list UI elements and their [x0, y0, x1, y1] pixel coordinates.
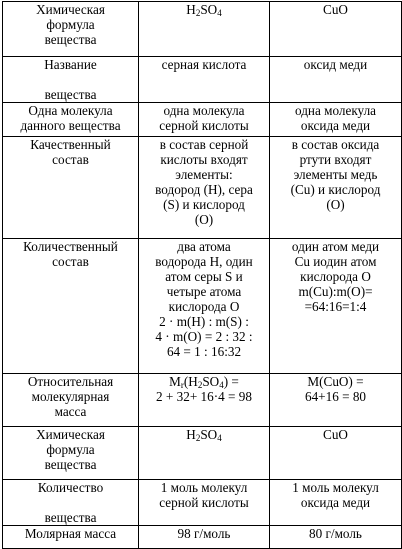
row-label-cell [3, 103, 139, 137]
cuo-formula: CuO [323, 427, 348, 442]
table-row [3, 526, 402, 549]
cuo-quantitative-cell [270, 239, 402, 374]
row-label: Качественный состав [30, 137, 111, 167]
h2so4-molar-mass: 98 г/моль [177, 526, 231, 541]
row-label-cell [3, 480, 139, 526]
cuo-qualitative-cell [270, 137, 402, 239]
row-label-cell [3, 57, 139, 103]
h2so4-name: серная кислота [161, 57, 247, 72]
cuo-qualitative: в состав оксида ртути входят элементы медь (Cu) и кислород (O) [290, 137, 381, 212]
cuo-molar-mass: 80 г/моль [309, 526, 362, 541]
row-label: Название вещества [44, 57, 97, 102]
cuo-mass-cell [270, 374, 402, 427]
h2so4-molecule: одна молекула серной кислоты [159, 103, 249, 133]
cuo-amount-cell [270, 480, 402, 526]
table-row [3, 239, 402, 374]
table-row [3, 103, 402, 137]
table-row [3, 137, 402, 239]
cuo-molar-mass-cell [270, 526, 402, 549]
h2so4-formula-cell [139, 2, 270, 57]
table-row [3, 2, 402, 57]
h2so4-amount-cell [139, 480, 270, 526]
row-label: Химическая формула вещества [36, 427, 105, 472]
row-label: Количественный состав [23, 239, 118, 269]
row-label: Относительная молекулярная масса [27, 374, 114, 419]
h2so4-amount: 1 моль молекул серной кислоты [159, 480, 249, 510]
table-row [3, 374, 402, 427]
h2so4-qualitative-cell [139, 137, 270, 239]
cuo-formula: CuO [323, 2, 348, 17]
h2so4-formula: $H_2SO_4$ [186, 2, 222, 18]
cuo-name-cell [270, 57, 402, 103]
h2so4-formula: $H_2SO_4$ [186, 427, 222, 443]
h2so4-molar-mass-cell [139, 526, 270, 549]
h2so4-name-cell [139, 57, 270, 103]
row-label: Количество вещества [37, 480, 104, 525]
table-row [3, 57, 402, 103]
table-row [3, 427, 402, 480]
row-label-cell [3, 2, 139, 57]
table-row [3, 480, 402, 526]
h2so4-quantitative-cell [139, 239, 270, 374]
h2so4-mass-calc: 2 + 32+ 16·4 = 98 [156, 389, 252, 404]
cuo-molecule-cell [270, 103, 402, 137]
h2so4-formula-cell [139, 427, 270, 480]
row-label-cell [3, 526, 139, 549]
h2so4-mass-cell [139, 374, 270, 427]
row-label-cell [3, 137, 139, 239]
row-label: Химическая формула вещества [36, 2, 105, 47]
cuo-name: оксид меди [303, 57, 368, 72]
cuo-amount: 1 моль молекул оксида меди [292, 480, 379, 510]
h2so4-molecule-cell [139, 103, 270, 137]
cuo-molecule: одна молекула оксида меди [295, 103, 376, 133]
row-label: Молярная масса [24, 526, 117, 541]
row-label-cell [3, 427, 139, 480]
h2so4-quantitative: два атома водорода H, один атом серы S и четыре атома кислорода O 2 · m(H) : m(S) : 4 · m(O) = 2 : 32 : 64 = 1 : 16:32 [155, 239, 253, 359]
cuo-quantitative: один атом меди Cu иодин атом кислорода O m(Cu):m(O)= =64:16=1:4 [291, 239, 380, 314]
cuo-formula-cell [270, 427, 402, 480]
cuo-formula-cell [270, 2, 402, 57]
row-label: Одна молекула данного вещества [20, 103, 121, 133]
cuo-mass: M(CuO) = 64+16 = 80 [304, 374, 367, 404]
h2so4-mass-formula: $M_r(H_2SO_4)$ = [169, 374, 239, 390]
h2so4-qualitative: в состав серной кислоты входят элементы: водород (H), сера (S) и кислород (O) [155, 137, 253, 227]
substance-comparison-table [2, 1, 402, 549]
row-label-cell [3, 239, 139, 374]
row-label-cell [3, 374, 139, 427]
